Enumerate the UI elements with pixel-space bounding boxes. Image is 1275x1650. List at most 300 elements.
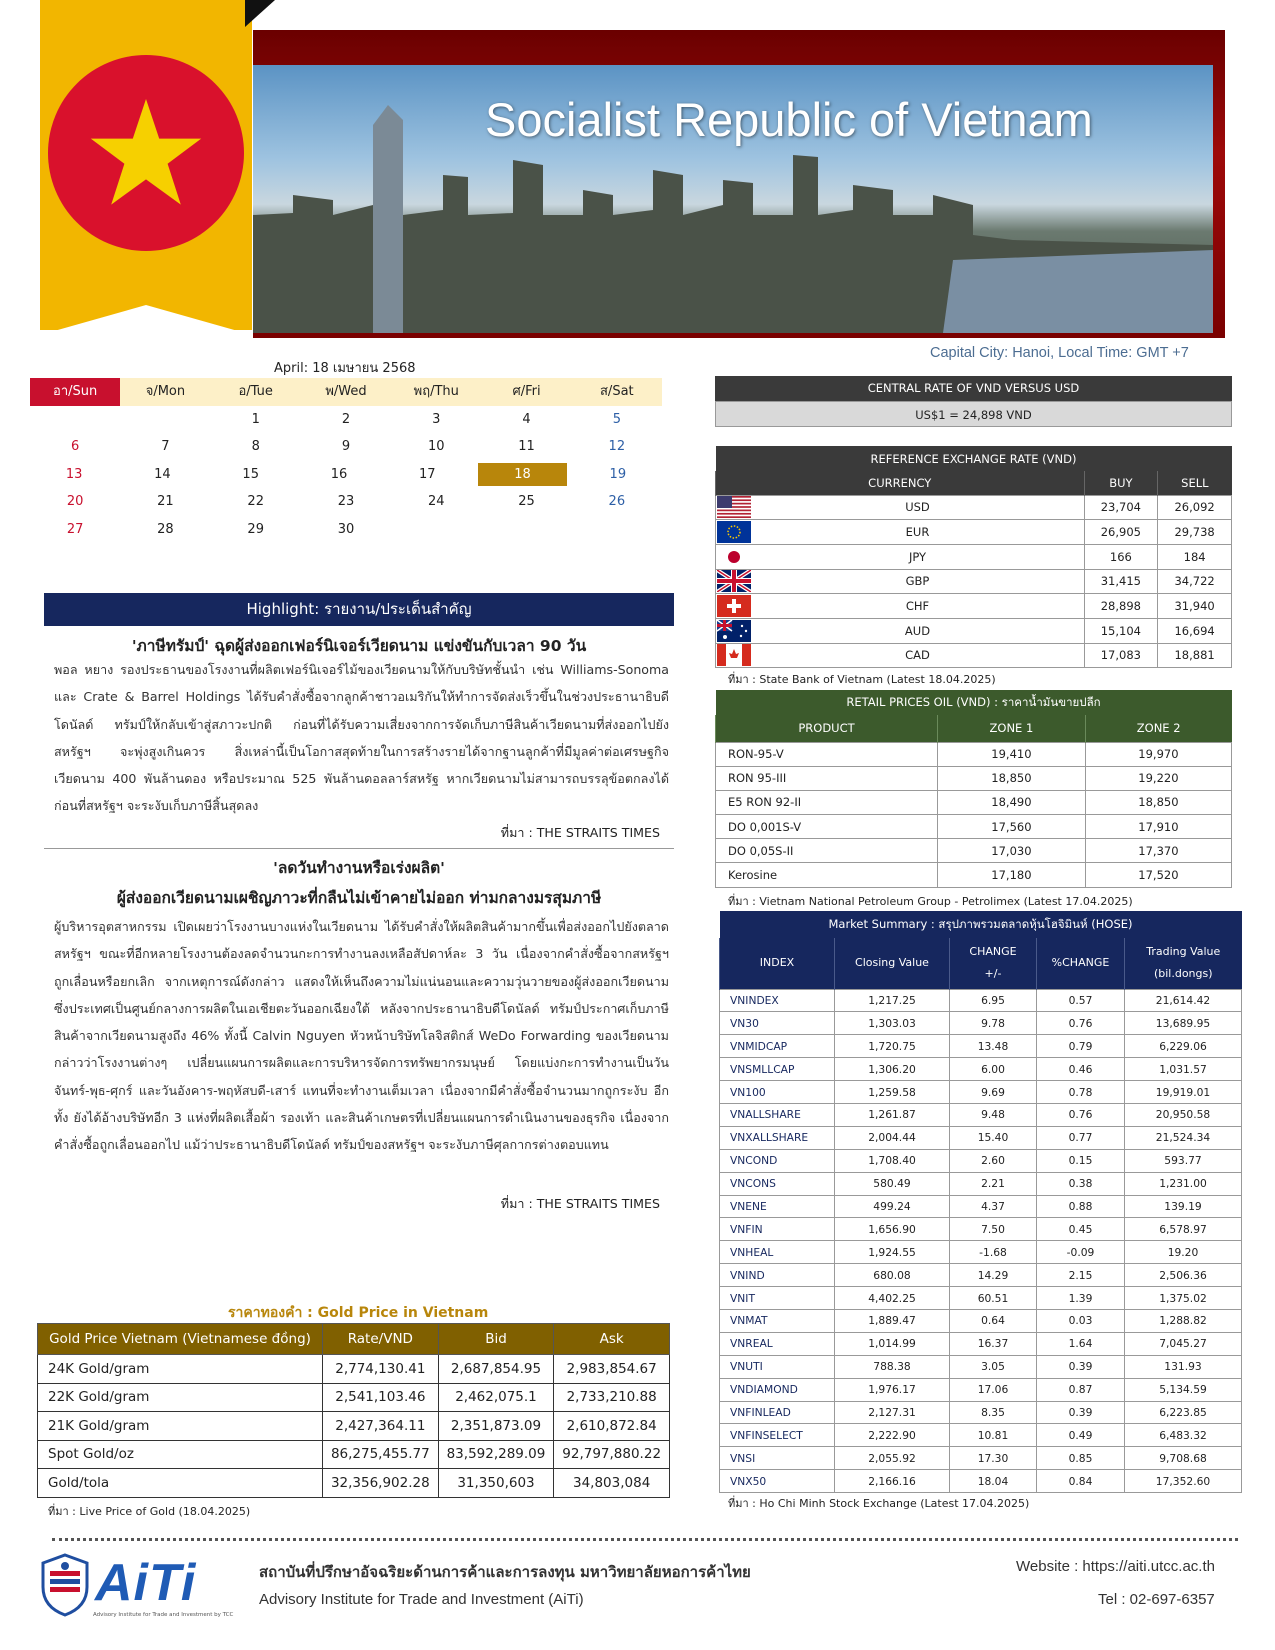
table-cell: 28,898 <box>1084 594 1158 619</box>
table-cell: RON-95-V <box>716 742 938 766</box>
table-cell: 14.29 <box>950 1264 1037 1287</box>
au-flag-icon <box>716 618 752 643</box>
table-cell: 0.88 <box>1037 1195 1125 1218</box>
day-header: ศ/Fri <box>481 378 571 406</box>
calendar-day: 30 <box>337 521 355 537</box>
article1-title: 'ภาษีทรัมป์' ฉุดผู้ส่งออกเฟอร์นิเจอร์เวียดนาม แข่งขันกับเวลา 90 วัน <box>131 637 587 655</box>
article2-source: ที่มา : THE STRAITS TIMES <box>500 1196 660 1211</box>
table-cell: 6,229.06 <box>1125 1035 1242 1058</box>
table-cell: 1,231.00 <box>1125 1172 1242 1195</box>
table-cell: 1,720.75 <box>835 1035 950 1058</box>
table-cell: 2,222.90 <box>835 1424 950 1447</box>
table-row <box>720 1035 1242 1058</box>
table-cell: 0.79 <box>1037 1035 1125 1058</box>
table-cell: 18,881 <box>1158 643 1232 668</box>
ca-flag-icon <box>716 643 752 668</box>
table-cell: Spot Gold/oz <box>38 1440 323 1469</box>
change-sub-label: +/- <box>984 967 1002 981</box>
table-cell: 29,738 <box>1158 520 1232 545</box>
calendar-day: 4 <box>522 411 531 427</box>
table-row <box>716 863 1232 887</box>
table-row <box>38 1440 670 1469</box>
table-cell: VNFINLEAD <box>720 1401 835 1424</box>
table-cell: 13.48 <box>950 1035 1037 1058</box>
table-cell: VNINDEX <box>720 989 835 1012</box>
table-row <box>716 495 1232 520</box>
table-cell: 17,083 <box>1084 643 1158 668</box>
table-cell: 4,402.25 <box>835 1287 950 1310</box>
phone-number: Tel : 02-697-6357 <box>1098 1591 1215 1608</box>
table-cell: 0.15 <box>1037 1149 1125 1172</box>
day-header: พฤ/Thu <box>391 378 481 406</box>
table-cell: 83,592,289.09 <box>438 1440 554 1469</box>
table-cell: 17.06 <box>950 1378 1037 1401</box>
column-header: Bid <box>438 1324 554 1355</box>
table-cell: 1,303.03 <box>835 1012 950 1035</box>
table-cell: 680.08 <box>835 1264 950 1287</box>
table-cell: 26,092 <box>1158 495 1232 520</box>
uk-flag-icon <box>716 569 752 594</box>
table-cell: 593.77 <box>1125 1149 1242 1172</box>
table-cell: 18,850 <box>938 766 1086 790</box>
table-cell: VNIND <box>720 1264 835 1287</box>
table-cell: 1,288.82 <box>1125 1309 1242 1332</box>
table-cell: VN30 <box>720 1012 835 1035</box>
table-cell: Kerosine <box>716 863 938 887</box>
trading-unit: (bil.dongs) <box>1153 967 1213 981</box>
calendar-day: 13 <box>65 466 83 482</box>
table-cell: VNCOND <box>720 1149 835 1172</box>
table-cell: 0.39 <box>1037 1401 1125 1424</box>
column-header: CURRENCY <box>716 471 1085 495</box>
calendar-day: 15 <box>242 466 259 482</box>
table-cell: 1,217.25 <box>835 989 950 1012</box>
article1-body: พอล หยาง รองประธานของโรงงานที่ผลิตเฟอร์นิเจอร์ไม้ของเวียดนามให้กับบริษัทชั้นนำ เช่น Williams-Sonoma และ Crate & Barrel Holdings ได้รับคำสั่งซื้อจากลูกค้าชาวอเมริกันให้ทำการจัดส่งเร็วขึ้นในช่วงประธานาธิบดีโดนัลด์ ทรัมป์ให้กลับเข้าสู่สภาวะปกติ ก่อนที่ได้รับความเสี่ยงจากการจัดเก็บภาษีสินค้าเวียดนามที่ส่งออกไปยังสหรัฐฯ จะพุ่งสูงเกินควร สิ่งเหล่านี้เป็นโอกาสสุดท้ายในการสร้างรายได้จากฐานลูกค้าที่มีมูลค่าต่อเศรษฐกิจเวียดนาม 400 พันล้านดอง หรือประมาณ 525 พันล้านดอลลาร์สหรัฐ หากเวียดนามไม่สามารถบรรลุข้อตกลงได้ก่อนที่สหรัฐฯ จะระงับเก็บภาษีสิ้นสุดลง <box>54 662 669 814</box>
table-cell: 0.85 <box>1037 1447 1125 1470</box>
table-row <box>720 1401 1242 1424</box>
institute-name-thai: สถาบันที่ปรึกษาอัจฉริยะด้านการค้าและการลงทุน มหาวิทยาลัยหอการค้าไทย <box>259 1563 751 1581</box>
table-row <box>720 1195 1242 1218</box>
footer-divider <box>52 1538 1238 1541</box>
page-title: Socialist Republic of Vietnam <box>485 93 1093 146</box>
table-cell: 131.93 <box>1125 1355 1242 1378</box>
table-cell: 4.37 <box>950 1195 1037 1218</box>
table-cell: 34,803,084 <box>554 1469 670 1498</box>
calendar-day <box>391 516 481 544</box>
gold-title: ราคาทองคำ : Gold Price in Vietnam <box>228 1305 489 1321</box>
table-cell: 18.04 <box>950 1470 1037 1493</box>
table-row <box>38 1383 670 1412</box>
calendar-day: 1 <box>251 411 260 427</box>
table-cell: VNSMLLCAP <box>720 1058 835 1081</box>
table-cell: 1,031.57 <box>1125 1058 1242 1081</box>
ch-flag-icon <box>716 594 752 619</box>
calendar-week <box>30 516 662 544</box>
table-cell: 21K Gold/gram <box>38 1412 323 1441</box>
table-row <box>720 1447 1242 1470</box>
table-cell: 6,578.97 <box>1125 1218 1242 1241</box>
table-cell: CHF <box>752 594 1085 619</box>
table-row <box>720 1424 1242 1447</box>
table-cell: -0.09 <box>1037 1241 1125 1264</box>
table-cell: 15.40 <box>950 1126 1037 1149</box>
table-cell: -1.68 <box>950 1241 1037 1264</box>
table-row <box>716 790 1232 814</box>
calendar-day: 29 <box>247 521 264 537</box>
calendar-day-today: 18 <box>478 463 566 487</box>
central-rate-title: CENTRAL RATE OF VND VERSUS USD <box>715 376 1232 401</box>
calendar-day: 6 <box>71 439 80 454</box>
calendar-day: 9 <box>341 439 351 454</box>
table-row <box>716 742 1232 766</box>
star-icon <box>48 55 244 251</box>
fx-source: ที่มา : State Bank of Vietnam (Latest 18.04.2025) <box>728 673 996 686</box>
market-source: ที่มา : Ho Chi Minh Stock Exchange (Latest 17.04.2025) <box>728 1497 1030 1510</box>
table-cell: 1,656.90 <box>835 1218 950 1241</box>
website-link[interactable]: Website : https://aiti.utcc.ac.th <box>1016 1558 1215 1575</box>
table-cell: 31,415 <box>1084 569 1158 594</box>
table-cell: 2,462,075.1 <box>438 1383 554 1412</box>
table-cell: 0.84 <box>1037 1470 1125 1493</box>
institute-name-english: Advisory Institute for Trade and Investment (AiTi) <box>259 1591 584 1608</box>
table-cell: 2.15 <box>1037 1264 1125 1287</box>
table-cell: 34,722 <box>1158 569 1232 594</box>
table-cell: VNENE <box>720 1195 835 1218</box>
table-cell: 17,030 <box>938 839 1086 863</box>
calendar-day: 10 <box>427 439 445 454</box>
table-row <box>720 1218 1242 1241</box>
column-header <box>950 938 1037 989</box>
article2-subtitle: ผู้ส่งออกเวียดนามเผชิญภาวะที่กลืนไม่เข้าคายไม่ออก ท่ามกลางมรสุมภาษี <box>116 889 602 907</box>
table-row <box>38 1412 670 1441</box>
change-label: CHANGE <box>969 945 1017 959</box>
table-row <box>720 1172 1242 1195</box>
table-cell: 2.21 <box>950 1172 1037 1195</box>
table-cell: 92,797,880.22 <box>554 1440 670 1469</box>
table-cell: 17.30 <box>950 1447 1037 1470</box>
table-cell: RON 95-III <box>716 766 938 790</box>
table-row <box>716 594 1232 619</box>
table-cell: 0.87 <box>1037 1378 1125 1401</box>
calendar-day: 20 <box>66 494 84 509</box>
table-cell: 0.39 <box>1037 1355 1125 1378</box>
table-cell: 1,261.87 <box>835 1103 950 1126</box>
table-cell: 1,889.47 <box>835 1309 950 1332</box>
central-rate-value: US$1 = 24,898 VND <box>715 401 1232 427</box>
calendar-week <box>30 406 662 434</box>
table-cell: 18,490 <box>938 790 1086 814</box>
table-cell: VNMIDCAP <box>720 1035 835 1058</box>
table-cell: 0.38 <box>1037 1172 1125 1195</box>
table-row <box>720 1126 1242 1149</box>
calendar-day: 24 <box>427 494 445 509</box>
divider <box>44 848 674 849</box>
calendar-day: 2 <box>341 411 351 427</box>
table-cell: 8.35 <box>950 1401 1037 1424</box>
table-cell: 9,708.68 <box>1125 1447 1242 1470</box>
calendar-header <box>30 378 662 406</box>
table-cell: 2,610,872.84 <box>554 1412 670 1441</box>
column-header: ZONE 2 <box>1085 715 1231 742</box>
table-cell: 15,104 <box>1084 618 1158 643</box>
table-row <box>720 1081 1242 1104</box>
central-rate-box <box>715 376 1232 427</box>
calendar-day: 8 <box>251 439 260 454</box>
table-cell: 17,180 <box>938 863 1086 887</box>
table-row <box>716 544 1232 569</box>
day-header: อ/Tue <box>211 378 301 406</box>
table-cell: 16.37 <box>950 1332 1037 1355</box>
column-header: %CHANGE <box>1037 938 1125 989</box>
table-cell: AUD <box>752 618 1085 643</box>
table-cell: 9.69 <box>950 1081 1037 1104</box>
table-cell: USD <box>752 495 1085 520</box>
table-cell: 19.20 <box>1125 1241 1242 1264</box>
table-cell: DO 0,001S-V <box>716 815 938 839</box>
table-cell: 2.60 <box>950 1149 1037 1172</box>
table-cell: EUR <box>752 520 1085 545</box>
table-cell: 26,905 <box>1084 520 1158 545</box>
table-row <box>716 569 1232 594</box>
column-header <box>1125 938 1242 989</box>
calendar-day: 28 <box>157 521 174 537</box>
column-header: Gold Price Vietnam (Vietnamese đồng) <box>38 1324 323 1355</box>
table-row <box>720 1355 1242 1378</box>
table-cell: 1,924.55 <box>835 1241 950 1264</box>
calendar-day: 23 <box>337 494 355 509</box>
column-header: Ask <box>554 1324 670 1355</box>
table-cell: 1.39 <box>1037 1287 1125 1310</box>
table-cell: 2,774,130.41 <box>323 1355 439 1384</box>
column-header: ZONE 1 <box>938 715 1086 742</box>
table-cell: 6,483.32 <box>1125 1424 1242 1447</box>
day-header: ส/Sat <box>572 378 662 406</box>
calendar-week <box>30 433 662 461</box>
calendar-day: 5 <box>612 411 621 427</box>
table-cell: 17,910 <box>1085 815 1231 839</box>
table-cell: 18,850 <box>1085 790 1231 814</box>
table-row <box>720 1378 1242 1401</box>
calendar-day <box>30 406 120 434</box>
column-header: INDEX <box>720 938 835 989</box>
table-cell: 19,220 <box>1085 766 1231 790</box>
table-cell: 1,306.20 <box>835 1058 950 1081</box>
table-cell: 19,919.01 <box>1125 1081 1242 1104</box>
table-row <box>720 1470 1242 1493</box>
table-cell: 2,427,364.11 <box>323 1412 439 1441</box>
table-row <box>720 1058 1242 1081</box>
table-cell: 2,733,210.88 <box>554 1383 670 1412</box>
oil-source: ที่มา : Vietnam National Petroleum Group - Petrolimex (Latest 17.04.2025) <box>728 895 1133 908</box>
table-cell: 1,708.40 <box>835 1149 950 1172</box>
calendar-day: 17 <box>418 466 436 482</box>
highlight-bar: Highlight: รายงาน/ประเด็นสำคัญ <box>44 593 674 626</box>
calendar-day: 7 <box>161 439 170 454</box>
table-cell: 166 <box>1084 544 1158 569</box>
table-cell: Gold/tola <box>38 1469 323 1498</box>
table-cell: 9.48 <box>950 1103 1037 1126</box>
calendar-day: 21 <box>157 494 174 509</box>
table-cell: 7,045.27 <box>1125 1332 1242 1355</box>
ribbon-fold <box>245 0 275 27</box>
table-row <box>38 1355 670 1384</box>
table-cell: 31,940 <box>1158 594 1232 619</box>
table-row <box>720 1241 1242 1264</box>
table-cell: 17,560 <box>938 815 1086 839</box>
table-row <box>716 618 1232 643</box>
table-row <box>720 1309 1242 1332</box>
table-cell: 0.76 <box>1037 1012 1125 1035</box>
calendar-body <box>30 406 662 544</box>
table-cell: 139.19 <box>1125 1195 1242 1218</box>
table-cell: 0.76 <box>1037 1103 1125 1126</box>
table-cell: 1,976.17 <box>835 1378 950 1401</box>
table-cell: 2,004.44 <box>835 1126 950 1149</box>
table-cell: VNFINSELECT <box>720 1424 835 1447</box>
shield-logo-icon <box>40 1553 90 1617</box>
calendar-week <box>30 488 662 516</box>
table-cell: VNCONS <box>720 1172 835 1195</box>
aiti-logo: AiTi <box>95 1554 197 1612</box>
table-cell: 6,223.85 <box>1125 1401 1242 1424</box>
calendar-day: 26 <box>608 494 626 509</box>
table-cell: 10.81 <box>950 1424 1037 1447</box>
calendar-day <box>481 516 571 544</box>
table-cell: 6.00 <box>950 1058 1037 1081</box>
table-cell: VNREAL <box>720 1332 835 1355</box>
calendar-day: 19 <box>609 466 627 482</box>
table-cell: VNDIAMOND <box>720 1378 835 1401</box>
calendar-day: 14 <box>154 466 171 482</box>
calendar-day: 25 <box>518 494 535 509</box>
table-cell: 17,370 <box>1085 839 1231 863</box>
table-row <box>720 1332 1242 1355</box>
table-cell: 184 <box>1158 544 1232 569</box>
day-header: อา/Sun <box>30 378 120 406</box>
table-cell: 2,351,873.09 <box>438 1412 554 1441</box>
oil-price-table <box>715 690 1232 888</box>
calendar-day <box>120 406 210 434</box>
table-cell: 19,970 <box>1085 742 1231 766</box>
table-cell: VNALLSHARE <box>720 1103 835 1126</box>
column-header: PRODUCT <box>716 715 938 742</box>
capital-info: Capital City: Hanoi, Local Time: GMT +7 <box>930 345 1189 361</box>
ribbon-notch <box>40 305 252 335</box>
calendar-day: 12 <box>608 439 626 454</box>
table-cell: 6.95 <box>950 989 1037 1012</box>
eu-flag-icon <box>716 520 752 545</box>
table-cell: 0.03 <box>1037 1309 1125 1332</box>
us-flag-icon <box>716 495 752 520</box>
jp-flag-icon <box>716 544 752 569</box>
table-cell: 24K Gold/gram <box>38 1355 323 1384</box>
calendar-day: 22 <box>247 494 264 509</box>
day-header: จ/Mon <box>120 378 210 406</box>
day-header: พ/Wed <box>301 378 391 406</box>
table-cell: DO 0,05S-II <box>716 839 938 863</box>
table-row <box>720 1012 1242 1035</box>
table-cell: 32,356,902.28 <box>323 1469 439 1498</box>
table-cell: 31,350,603 <box>438 1469 554 1498</box>
table-cell: GBP <box>752 569 1085 594</box>
calendar-day: 11 <box>518 439 535 454</box>
table-cell: 16,694 <box>1158 618 1232 643</box>
trading-label: Trading Value <box>1146 945 1221 959</box>
table-cell: 60.51 <box>950 1287 1037 1310</box>
table-row <box>716 520 1232 545</box>
table-cell: 13,689.95 <box>1125 1012 1242 1035</box>
calendar-week <box>30 461 662 489</box>
table-cell: 0.45 <box>1037 1218 1125 1241</box>
table-cell: 499.24 <box>835 1195 950 1218</box>
logo-tagline: Advisory Institute for Trade and Investment by TCC <box>93 1612 234 1618</box>
table-cell: VNX50 <box>720 1470 835 1493</box>
calendar-day: 3 <box>432 411 441 427</box>
article2-body: ผู้บริหารอุตสาหกรรม เปิดเผยว่าโรงงานบางแห่งในเวียดนาม ได้รับคำสั่งให้ผลิตสินค้ามากขึ้นเพื่อส่งออกไปยังตลาดสหรัฐฯ ขณะที่อีกหลายโรงงานต้องลดจำนวนกะการทำงานลงเหลือสัปดาห์ละ 3 วัน เนื่องจากคำสั่งซื้อจากสหรัฐฯ ถูกเลื่อนหรือยกเลิก จากเหตุการณ์ดังกล่าว แสดงให้เห็นถึงความไม่แน่นอนและความวุ่นวายของผู้ส่งออกเวียดนาม ซึ่งประเทศเป็นศูนย์กลางการผลิตในเอเชียตะวันออกเฉียงใต้ หลังจากประธานาธิบดีโดนัลด์ ทรัมป์ประกาศเก็บภาษีสินค้าจากเวียดนามสูงถึง 46% ทั้งนี้ Calvin Nguyen หัวหน้าบริษัทโลจิสติกส์ WeDo Forwarding ของเวียดนาม กล่าวว่าโรงงานต่างๆ เปลี่ยนแผนการผลิตและการบริหารจัดการทรัพยากรมนุษย์ โดยแบ่งกะการทำงานเป็นวันจันทร์-พุธ-ศุกร์ และวันอังคาร-พฤหัสบดี-เสาร์ แทนที่จะทำงานเต็มเวลา เนื่องจากมีคำสั่งซื้อจำนวนมากถูกระงับ อีกทั้ง ยังได้อ้างบริษัทอีก 3 แห่งที่ผลิตเสื้อผ้า รองเท้า และสินค้าเกษตรที่เปลี่ยนแผนการดำเนินงานของธุรกิจ เนื่องจากคำสั่งซื้อถูกเลื่อนออกไป แม้ว่าประธานาธิบดีโดนัลด์ ทรัมป์ของสหรัฐฯ จะระงับภาษีศุลกากรต่างตอบแทน <box>54 919 669 1153</box>
oil-title: RETAIL PRICES OIL (VND) : ราคาน้ำมันขายปลีก <box>716 690 1232 715</box>
table-cell: 1.64 <box>1037 1332 1125 1355</box>
table-cell: 2,506.36 <box>1125 1264 1242 1287</box>
table-cell: VNSI <box>720 1447 835 1470</box>
table-cell: 3.05 <box>950 1355 1037 1378</box>
table-cell: 7.50 <box>950 1218 1037 1241</box>
article2-title: 'ลดวันทำงานหรือเร่งผลิต' <box>273 859 445 877</box>
table-cell: CAD <box>752 643 1085 668</box>
table-cell: 0.78 <box>1037 1081 1125 1104</box>
table-cell: 580.49 <box>835 1172 950 1195</box>
table-cell: 20,950.58 <box>1125 1103 1242 1126</box>
table-cell: 2,055.92 <box>835 1447 950 1470</box>
table-cell: 9.78 <box>950 1012 1037 1035</box>
table-cell: VNIT <box>720 1287 835 1310</box>
table-row <box>716 766 1232 790</box>
gold-price-table <box>37 1323 670 1498</box>
table-cell: 1,014.99 <box>835 1332 950 1355</box>
exchange-rate-title: REFERENCE EXCHANGE RATE (VND) <box>716 446 1232 471</box>
market-summary-table <box>719 911 1242 1493</box>
table-cell: 86,275,455.77 <box>323 1440 439 1469</box>
table-row <box>716 643 1232 668</box>
table-cell: VNXALLSHARE <box>720 1126 835 1149</box>
table-cell: JPY <box>752 544 1085 569</box>
table-cell: VNUTI <box>720 1355 835 1378</box>
table-cell: 22K Gold/gram <box>38 1383 323 1412</box>
table-row <box>720 1103 1242 1126</box>
table-cell: VN100 <box>720 1081 835 1104</box>
table-cell: 1,259.58 <box>835 1081 950 1104</box>
table-row <box>720 1149 1242 1172</box>
column-header: Rate/VND <box>323 1324 439 1355</box>
calendar <box>30 378 662 543</box>
column-header: Closing Value <box>835 938 950 989</box>
table-cell: 0.77 <box>1037 1126 1125 1149</box>
table-cell: E5 RON 92-II <box>716 790 938 814</box>
table-row <box>720 1264 1242 1287</box>
table-cell: 0.49 <box>1037 1424 1125 1447</box>
table-cell: VNHEAL <box>720 1241 835 1264</box>
table-row <box>38 1469 670 1498</box>
column-header: SELL <box>1158 471 1232 495</box>
calendar-day <box>572 516 662 544</box>
table-cell: 23,704 <box>1084 495 1158 520</box>
table-cell: 21,524.34 <box>1125 1126 1242 1149</box>
table-cell: 2,541,103.46 <box>323 1383 439 1412</box>
column-header: BUY <box>1084 471 1158 495</box>
table-cell: VNMAT <box>720 1309 835 1332</box>
exchange-rate-table <box>715 446 1232 668</box>
table-cell: 788.38 <box>835 1355 950 1378</box>
gold-source: ที่มา : Live Price of Gold (18.04.2025) <box>48 1505 251 1518</box>
